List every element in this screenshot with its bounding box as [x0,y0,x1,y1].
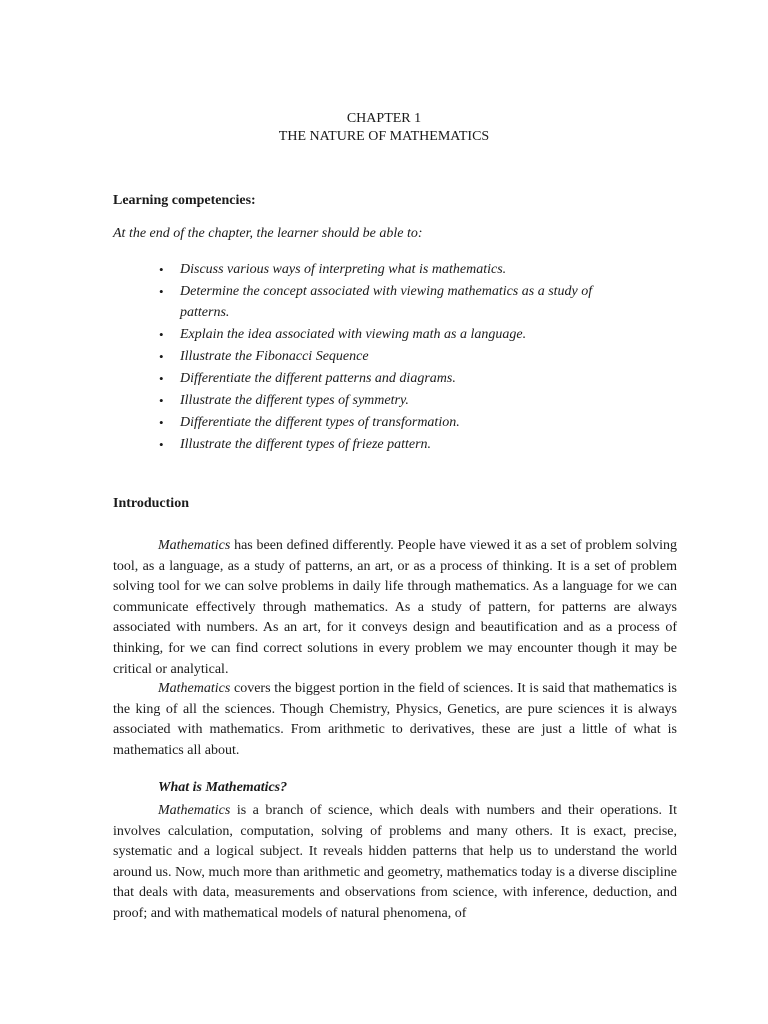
chapter-title: THE NATURE OF MATHEMATICS [278,129,490,144]
bullet-icon: • [159,371,164,386]
introduction-heading: Introduction [113,496,189,511]
list-item: • Illustrate the different types of frieze pattern. [159,434,639,455]
bullet-icon: • [159,284,164,299]
bullet-icon: • [159,327,164,342]
list-item: • Discuss various ways of interpreting what is mathematics. [159,259,639,280]
what-is-paragraph: Mathematics is a branch of science, which deals with numbers and their operations. It involves calculation, computation, solving of problems and many others. It is exact, precise, systematic and a logical subject. It reveals hidden patterns that help us to understand the world around us. Now, much more than arithmetic and geometry, mathematics today is a diverse discipline that deals with data, measurements and observations from science, with inference, deduction, and proof; and with mathematical models of natural phenomena, of [113,803,677,921]
bullet-icon: • [159,349,164,364]
bullet-icon: • [159,262,164,277]
list-item: • Differentiate the different patterns and diagrams. [159,368,639,389]
term: Mathematics [158,803,231,818]
what-is-heading: What is Mathematics? [158,780,288,795]
chapter-heading [0,110,768,146]
intro-paragraph-2: Mathematics covers the biggest portion in the field of sciences. It is said that mathematics is the king of all the sciences. Though Chemistry, Physics, Genetics, are pure sciences it is always associated with mathematics. From arithmetic to derivatives, these are just a little of what is mathematics all about. [113,681,677,758]
intro-paragraph-1: Mathematics has been defined differently. People have viewed it as a set of problem solving tool, as a language, as a study of patterns, an art, or as a process of thinking. It is a set of problem solving tool for we can solve problems in daily life through mathematics. As a language for we can communicate effectively through mathematics. As a study of pattern, for patterns are always associated with numbers. As an art, for it conveys design and beautification and as a process of thinking, for we can find correct solutions in every problem we may encounter though it may be critical or analytical. [113,538,677,677]
list-item: • Determine the concept associated with viewing mathematics as a study of patterns. [159,281,639,323]
bullet-icon: • [159,437,164,452]
bullet-icon: • [159,393,164,408]
list-item: • Differentiate the different types of transformation. [159,412,639,433]
list-item: • Illustrate the Fibonacci Sequence [159,346,639,367]
competencies-list [159,259,639,456]
chapter-number: CHAPTER 1 [346,111,422,126]
competencies-heading: Learning competencies: [113,193,256,208]
bullet-icon: • [159,415,164,430]
list-item: • Illustrate the different types of symmetry. [159,390,639,411]
competencies-lead: At the end of the chapter, the learner should be able to: [113,226,423,241]
list-item: • Explain the idea associated with viewing math as a language. [159,324,639,345]
term: Mathematics [158,681,231,696]
term: Mathematics [158,538,231,553]
